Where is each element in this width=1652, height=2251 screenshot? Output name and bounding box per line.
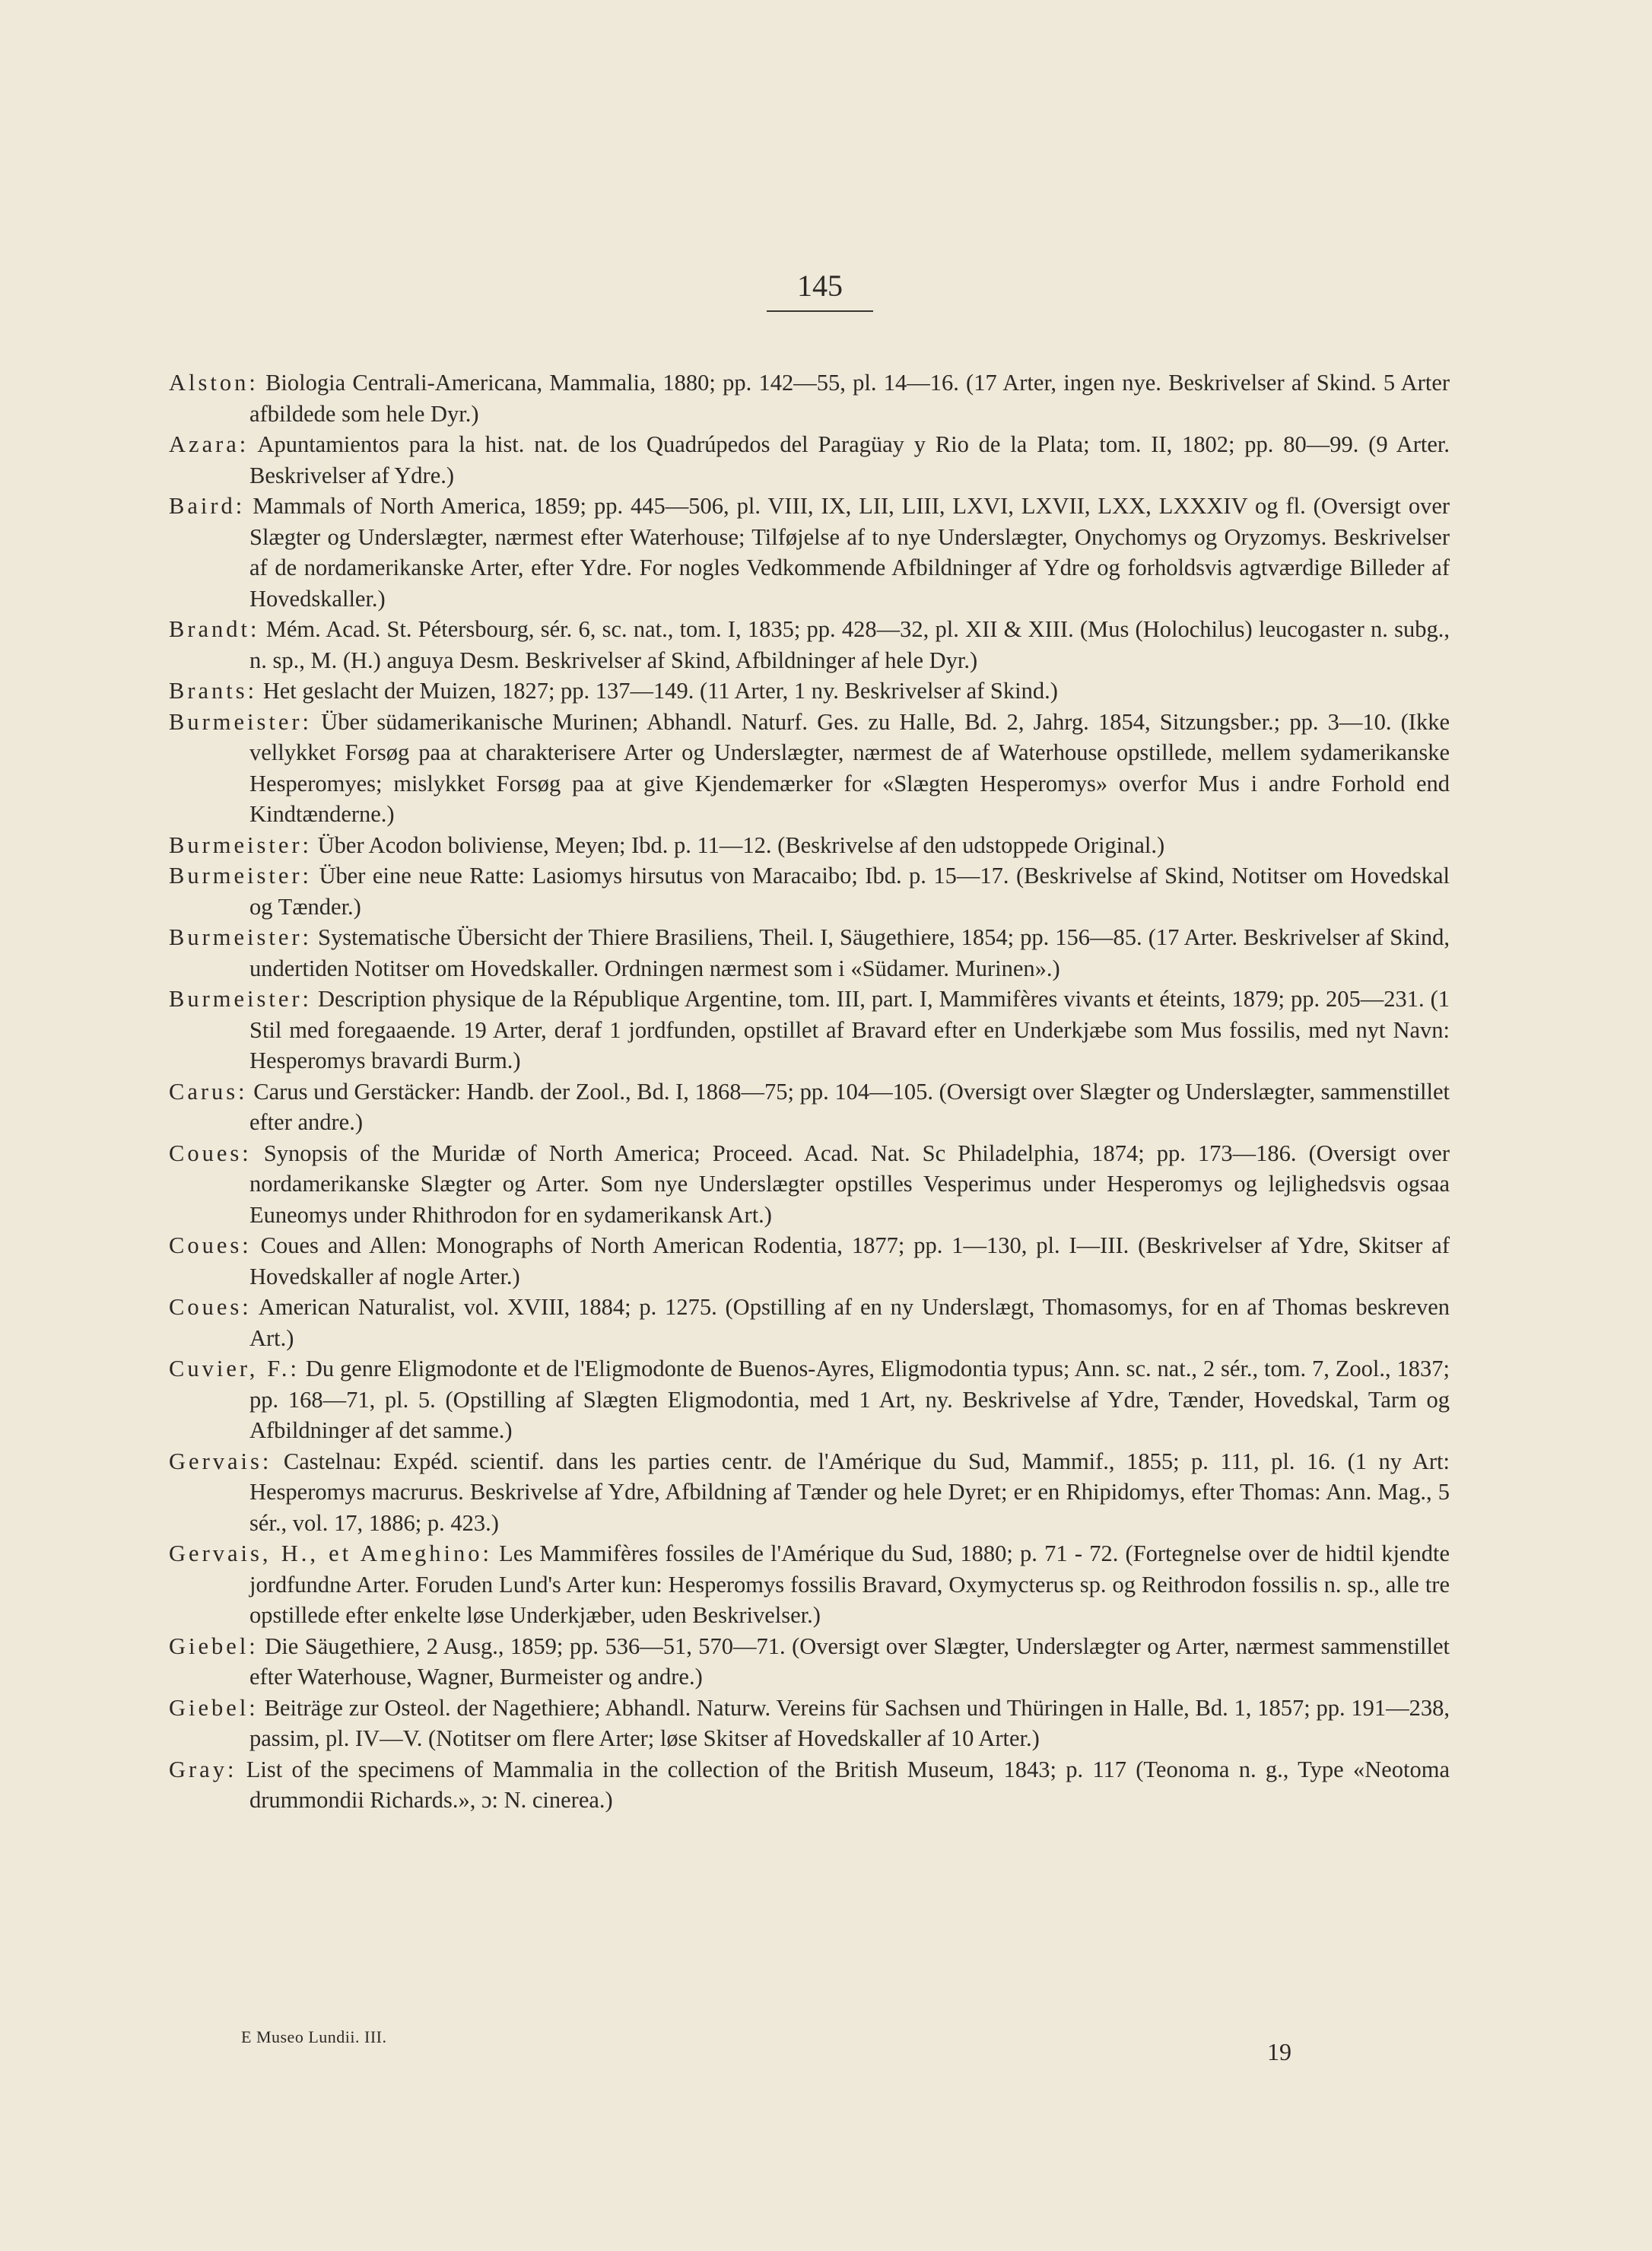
entry-text: Coues and Allen: Monographs of North American Rodentia, 1877; pp. 1—130, pl. I—III. (Beskrivelser af Ydre, Skitser af Hovedskaller af nogle Arter.) xyxy=(249,1232,1450,1289)
entry-text: List of the specimens of Mammalia in the collection of the British Museum, 1843; p. 117 (Teonoma n. g., Type «Neotoma drummondii Richards.», ɔ: N. cinerea.) xyxy=(246,1756,1450,1813)
entry-text: Castelnau: Expéd. scientif. dans les parties centr. de l'Amérique du Sud, Mammif., 1855; p. 111, pl. 16. (1 ny Art: Hesperomys macrurus. Beskrivelse af Ydre, Afbildning af Tænder og hele Dyret; er en Rhipidomys, efter Thomas: Ann. Mag., 5 sér., vol. 17, 1886; p. 423.) xyxy=(249,1448,1450,1536)
bibliography-entry xyxy=(169,1138,1450,1231)
entry-text: Apuntamientos para la hist. nat. de los Quadrúpedos del Paragüay y Rio de la Plata; tom. II, 1802; pp. 80—99. (9 Arter. Beskrivelser af Ydre.) xyxy=(249,431,1450,488)
entry-text: Mammals of North America, 1859; pp. 445—506, pl. VIII, IX, LII, LIII, LXVI, LXVII, LXX, LXXXIV og fl. (Oversigt over Slægter og Underslægter, nærmest efter Waterhouse; Tilføjelse af to nye Underslægter, Onychomys og Oryzomys. Beskrivelser af de nordamerikanske Arter, efter Ydre. For nogles Vedkommende Afbildninger af Ydre og forholdsvis agtværdige Billeder af Hovedskaller.) xyxy=(249,493,1450,612)
entry-text: American Naturalist, vol. XVIII, 1884; p. 1275. (Opstilling af en ny Underslægt, Thomasomys, for en af Thomas beskreven Art.) xyxy=(249,1294,1450,1351)
entry-text: Carus und Gerstäcker: Handb. der Zool., Bd. I, 1868—75; pp. 104—105. (Oversigt over Slægter og Underslægter, sammenstillet efter andre.) xyxy=(249,1078,1450,1135)
entry-author: Burmeister: xyxy=(169,831,312,858)
entry-text: Du genre Eligmodonte et de l'Eligmodonte de Buenos-Ayres, Eligmodontia typus; Ann. sc. nat., 2 sér., tom. 7, Zool., 1837; pp. 168—71, pl. 5. (Opstilling af Slægten Eligmodontia, med 1 Art, ny. Beskrivelse af Ydre, Tænder, Hovedskal, Tarm og Afbildninger af det samme.) xyxy=(249,1356,1450,1443)
bibliography-entry xyxy=(169,1754,1450,1816)
bibliography-entry xyxy=(169,1631,1450,1693)
bibliography-entry xyxy=(169,860,1450,922)
entry-author: Giebel: xyxy=(169,1633,259,1659)
page-number-rule xyxy=(767,310,873,312)
entry-author: Alston: xyxy=(169,370,259,396)
bibliography-entry xyxy=(169,429,1450,491)
entry-author: Brants: xyxy=(169,678,258,704)
entry-author: Baird: xyxy=(169,493,246,519)
entry-text: Het geslacht der Muizen, 1827; pp. 137—149. (11 Arter, 1 ny. Beskrivelser af Skind.) xyxy=(262,678,1058,704)
entry-author: Giebel: xyxy=(169,1694,259,1721)
entry-author: Burmeister: xyxy=(169,986,312,1012)
entry-text: Über südamerikanische Murinen; Abhandl. Naturf. Ges. zu Halle, Bd. 2, Jahrg. 1854, Sitzungsber.; pp. 3—10. (Ikke vellykket Forsøg paa at charakterisere Arter og Underslægter, nærmest de af Waterhouse opstillede, mellem sydamerikanske Hesperomyes; mislykket Forsøg paa at give Kjendemærker for «Slægten Hesperomys» overfor Mus i andre Forhold end Kindtænderne.) xyxy=(249,708,1450,827)
entry-author: Azara: xyxy=(169,431,249,457)
bibliography-entry xyxy=(169,1230,1450,1292)
entry-author: Cuvier, F.: xyxy=(169,1356,300,1381)
entry-text: Über Acodon boliviense, Meyen; Ibd. p. 11—12. (Beskrivelse af den udstoppede Original.) xyxy=(317,831,1165,858)
signature-number: 19 xyxy=(1267,2038,1291,2065)
entry-author: Carus: xyxy=(169,1078,248,1105)
bibliography-entry xyxy=(169,367,1450,429)
entry-author: Gervais, H., et Ameghino: xyxy=(169,1540,492,1566)
entry-author: Burmeister: xyxy=(169,863,312,889)
bibliography-entry xyxy=(169,1076,1450,1138)
entry-text: Die Säugethiere, 2 Ausg., 1859; pp. 536—51, 570—71. (Oversigt over Slægter, Underslægter og Arter, nærmest sammenstillet efter Waterhouse, Wagner, Burmeister og andre.) xyxy=(249,1633,1450,1690)
entry-author: Coues: xyxy=(169,1232,252,1258)
bibliography-entry xyxy=(169,1538,1450,1631)
entry-author: Burmeister: xyxy=(169,708,312,735)
entry-text: Systematische Übersicht der Thiere Brasiliens, Theil. I, Säugethiere, 1854; pp. 156—85. (17 Arter. Beskrivelser af Skind, undertiden Notitser om Hovedskaller. Ordningen nærmest som i «Südamer. Murinen».) xyxy=(249,924,1450,981)
bibliography-entry xyxy=(169,1353,1450,1446)
entry-text: Les Mammifères fossiles de l'Amérique du Sud, 1880; p. 71 - 72. (Fortegnelse over de hidtil kjendte jordfundne Arter. Foruden Lund's Arter kun: Hesperomys fossilis Bravard, Oxymycterus sp. og Reithrodon fossilis n. sp., alle tre opstillede efter enkelte løse Underkjæber, uden Beskrivelser.) xyxy=(249,1540,1450,1628)
entry-author: Brandt: xyxy=(169,616,260,642)
bibliography-entry xyxy=(169,1446,1450,1539)
bibliography-entry xyxy=(169,1693,1450,1754)
footer-signature: E Museo Lundii. III. xyxy=(241,2027,387,2046)
page-number: 145 xyxy=(797,269,843,303)
entry-text: Beiträge zur Osteol. der Nagethiere; Abhandl. Naturw. Vereins für Sachsen und Thüringen in Halle, Bd. 1, 1857; pp. 191—238, passim, pl. IV—V. (Notitser om flere Arter; løse Skitser af Hovedskaller af 10 Arter.) xyxy=(249,1694,1450,1751)
bibliography-entry xyxy=(169,676,1450,707)
entry-text: Description physique de la République Argentine, tom. III, part. I, Mammifères vivants et éteints, 1879; pp. 205—231. (1 Stil med foregaaende. 19 Arter, deraf 1 jordfunden, opstillet af Bravard efter en Underkjæbe som Mus fossilis, med nyt Navn: Hesperomys bravardi Burm.) xyxy=(249,986,1450,1073)
entry-author: Coues: xyxy=(169,1294,252,1320)
entry-author: Coues: xyxy=(169,1140,252,1166)
bibliography-entry xyxy=(169,491,1450,614)
bibliography-entry xyxy=(169,922,1450,984)
entry-text: Mém. Acad. St. Pétersbourg, sér. 6, sc. nat., tom. I, 1835; pp. 428—32, pl. XII & XIII. (Mus (Holochilus) leucogaster n. subg., n. sp., M. (H.) anguya Desm. Beskrivelser af Skind, Afbildninger af hele Dyr.) xyxy=(249,616,1450,673)
entry-author: Gervais: xyxy=(169,1448,272,1474)
entry-text: Über eine neue Ratte: Lasiomys hirsutus von Maracaibo; Ibd. p. 15—17. (Beskrivelse af Skind, Notitser om Hovedskal og Tænder.) xyxy=(249,863,1450,920)
bibliography-entry xyxy=(169,707,1450,830)
bibliography-entry xyxy=(169,984,1450,1076)
entry-author: Burmeister: xyxy=(169,924,312,950)
bibliography-entry xyxy=(169,830,1450,861)
entry-text: Synopsis of the Muridæ of North America; Proceed. Acad. Nat. Sc Philadelphia, 1874; pp. 173—186. (Oversigt over nordamerikanske Slægter og Arter. Som nye Underslægter opstilles Vesperimus under Hesperomys og lejlighedsvis ogsaa Euneomys under Rhithrodon for en sydamerikansk Art.) xyxy=(249,1140,1450,1228)
bibliography-list xyxy=(169,367,1450,1816)
entry-author: Gray: xyxy=(169,1756,237,1782)
bibliography-entry xyxy=(169,1292,1450,1353)
entry-text: Biologia Centrali-Americana, Mammalia, 1880; pp. 142—55, pl. 14—16. (17 Arter, ingen nye. Beskrivelser af Skind. 5 Arter afbildede som hele Dyr.) xyxy=(249,370,1450,427)
bibliography-entry xyxy=(169,614,1450,676)
